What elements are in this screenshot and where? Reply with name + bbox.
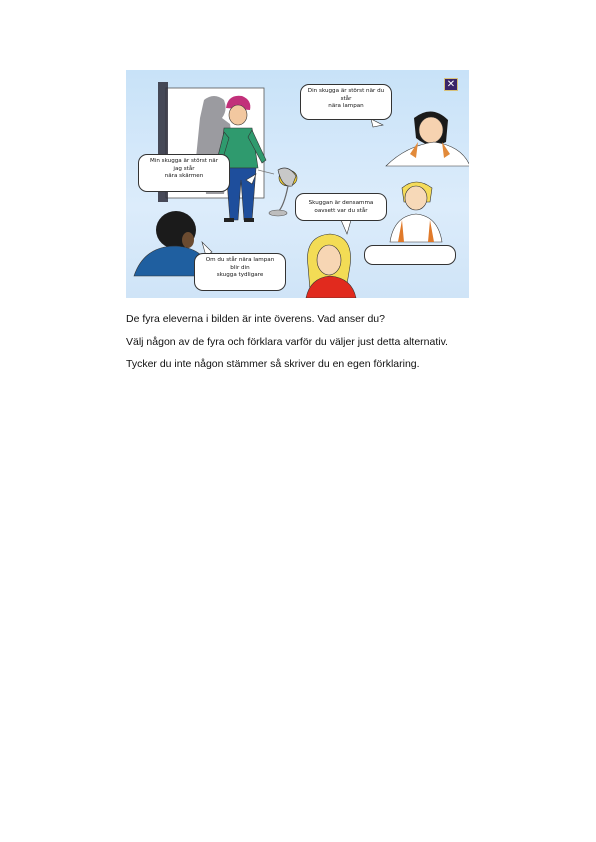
blonde-girl <box>306 234 356 298</box>
bubble-line: Min skugga är störst när <box>149 158 219 164</box>
speech-bubble-same <box>295 193 387 221</box>
bubble-tail-same <box>341 220 351 234</box>
girl-top-right <box>386 111 469 166</box>
bubble-line: Skuggan är densamma <box>308 200 374 206</box>
bubble-line: jag står <box>173 165 195 172</box>
illustration <box>126 70 469 298</box>
close-icon: ✕ <box>446 79 456 90</box>
bubble-line: Din skugga är störst när du <box>307 88 385 94</box>
blonde-boy <box>390 182 442 242</box>
bubble-line: Om du står nära lampan <box>205 257 275 263</box>
bubble-line: skugga tydligare <box>216 272 264 278</box>
close-button[interactable] <box>444 78 458 91</box>
bubble-line: nära skärmen <box>164 173 204 179</box>
instruction-line-3: Tycker du inte någon stämmer så skriver du en egen förklaring. <box>126 358 420 370</box>
bubble-tail-lamp <box>371 119 383 127</box>
speech-bubble-lamp <box>300 84 392 120</box>
bubble-line: oavsett var du står <box>314 207 368 214</box>
bubble-line: står <box>340 95 352 102</box>
instruction-line-1: De fyra eleverna i bilden är inte överens. Vad anser du? <box>126 313 385 325</box>
bubble-line: nära lampan <box>328 103 364 109</box>
speech-bubble-screen <box>138 154 230 192</box>
speech-bubble-empty[interactable] <box>364 245 456 265</box>
bubble-line: blir din <box>230 264 250 271</box>
instruction-line-2: Välj någon av de fyra och förklara varför du väljer just detta alternativ. <box>126 336 448 348</box>
speech-bubble-clearer <box>194 253 286 291</box>
